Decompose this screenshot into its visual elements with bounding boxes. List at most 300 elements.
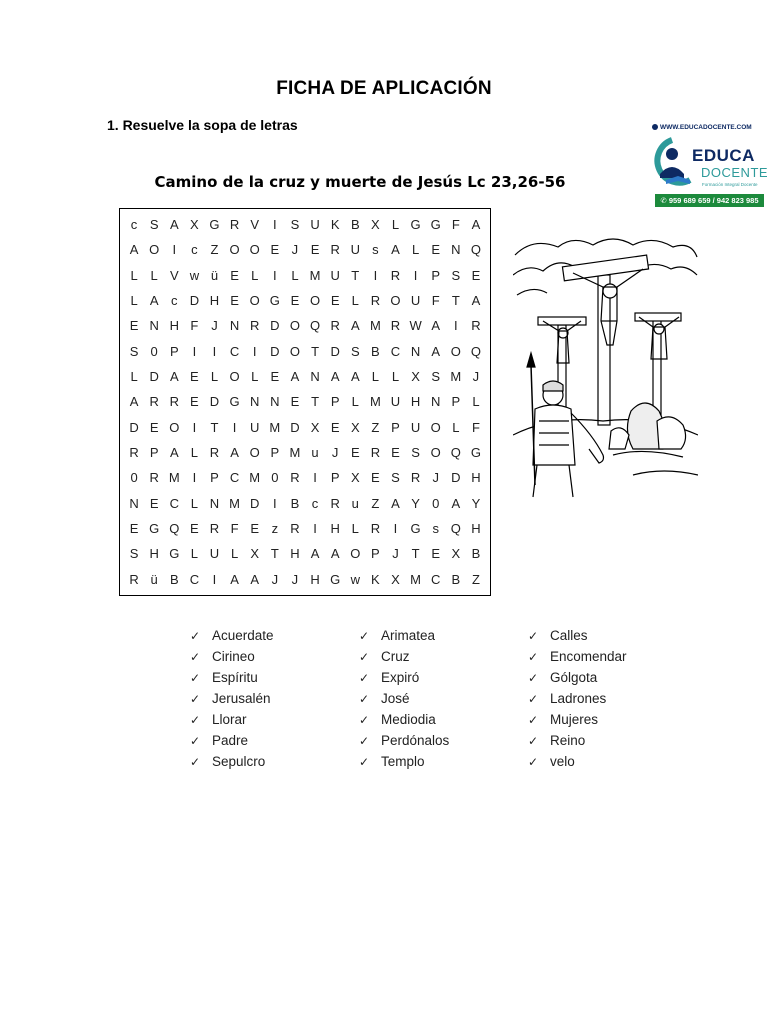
grid-letter: E xyxy=(230,267,239,283)
grid-letter: M xyxy=(269,419,281,435)
word-list-column-2 xyxy=(359,625,449,772)
grid-letter: I xyxy=(273,495,277,511)
grid-letter: O xyxy=(249,242,260,258)
grid-letter: S xyxy=(391,470,400,486)
grid-letter: X xyxy=(371,217,380,233)
grid-letter: c xyxy=(171,293,178,309)
grid-letter: D xyxy=(270,318,280,334)
grid-letter: B xyxy=(371,343,380,359)
grid-letter: N xyxy=(149,318,159,334)
grid-letter: O xyxy=(249,445,260,461)
grid-letter: w xyxy=(350,571,360,587)
grid-letter: D xyxy=(149,369,159,385)
checkmark-icon: ✓ xyxy=(359,671,370,685)
grid-letter: M xyxy=(289,445,301,461)
grid-letter: E xyxy=(350,445,360,461)
grid-letter: O xyxy=(309,293,321,309)
grid-letter: N xyxy=(129,495,139,511)
grid-letter: C xyxy=(390,343,401,359)
grid-letter: E xyxy=(471,267,481,283)
phone-text: 959 689 659 / 942 823 985 xyxy=(668,196,759,205)
grid-letter: I xyxy=(172,242,177,258)
grid-letter: F xyxy=(431,293,440,309)
grid-letter: M xyxy=(168,470,180,486)
educa-mark-icon xyxy=(646,136,698,192)
grid-letter: T xyxy=(210,419,219,435)
phone-banner xyxy=(655,194,764,207)
grid-letter: X xyxy=(451,546,461,562)
grid-letter: A xyxy=(250,571,260,587)
grid-letter: P xyxy=(210,470,219,486)
grid-letter: G xyxy=(410,521,421,537)
grid-letter: X xyxy=(310,419,320,435)
grid-letter: P xyxy=(371,546,380,562)
grid-letter: L xyxy=(411,242,420,258)
grid-letter: T xyxy=(270,546,279,562)
word-text: Templo xyxy=(381,754,425,769)
grid-letter: L xyxy=(190,546,198,562)
logo-word-docente: DOCENTE xyxy=(701,165,768,180)
word-text: Perdónalos xyxy=(381,733,450,748)
grid-letter: Z xyxy=(371,495,380,511)
grid-letter: P xyxy=(169,343,179,359)
checkmark-icon: ✓ xyxy=(528,629,539,643)
grid-letter: E xyxy=(250,521,260,537)
word-list-item xyxy=(528,709,627,730)
grid-letter: P xyxy=(451,394,461,410)
grid-letter: R xyxy=(330,318,340,334)
logo-url xyxy=(652,124,752,131)
grid-letter: J xyxy=(291,242,299,258)
grid-letter: I xyxy=(313,470,317,486)
grid-letter: E xyxy=(290,293,300,309)
grid-letter: O xyxy=(450,343,461,359)
word-list-item xyxy=(528,625,627,646)
grid-letter: c xyxy=(311,495,319,511)
grid-letter: Y xyxy=(411,495,420,511)
grid-letter: R xyxy=(129,445,139,461)
grid-letter: U xyxy=(390,394,401,410)
word-text: velo xyxy=(550,754,575,769)
grid-letter: X xyxy=(190,217,199,233)
grid-letter: O xyxy=(430,445,441,461)
grid-letter: G xyxy=(209,217,220,233)
grid-letter: U xyxy=(209,546,220,562)
grid-letter: A xyxy=(230,445,239,461)
grid-letter: P xyxy=(330,470,340,486)
grid-letter: N xyxy=(451,242,461,258)
grid-letter: c xyxy=(130,217,138,233)
grid-letter: Q xyxy=(450,445,461,461)
grid-letter: A xyxy=(149,293,159,309)
grid-letter: L xyxy=(251,369,259,385)
grid-letter: Q xyxy=(470,242,481,258)
grid-letter: 0 xyxy=(271,470,279,486)
word-list-item xyxy=(359,751,449,772)
grid-letter: L xyxy=(391,369,400,385)
grid-letter: R xyxy=(330,495,340,511)
grid-letter: L xyxy=(190,495,198,511)
word-list-item xyxy=(528,667,627,688)
grid-letter: U xyxy=(310,217,320,233)
grid-letter: N xyxy=(310,369,320,385)
grid-letter: E xyxy=(270,369,280,385)
checkmark-icon: ✓ xyxy=(359,713,370,727)
grid-letter: R xyxy=(149,470,159,486)
grid-letter: N xyxy=(270,394,280,410)
logo-tagline: Formación Integral Docente xyxy=(702,182,758,187)
grid-letter: A xyxy=(129,242,139,258)
grid-letter: A xyxy=(169,369,179,385)
grid-letter: O xyxy=(350,546,361,562)
checkmark-icon: ✓ xyxy=(359,692,370,706)
grid-letter: G xyxy=(169,546,180,562)
grid-letter: L xyxy=(130,267,138,283)
grid-letter: W xyxy=(409,318,422,334)
grid-letter: B xyxy=(350,217,360,233)
grid-letter: L xyxy=(251,267,259,283)
grid-letter: G xyxy=(149,521,160,537)
crucifixion-illustration xyxy=(513,235,698,505)
grid-letter: A xyxy=(330,546,340,562)
grid-letter: H xyxy=(310,571,320,587)
grid-letter: E xyxy=(149,419,159,435)
grid-letter: M xyxy=(369,394,381,410)
grid-letter: L xyxy=(190,445,198,461)
word-list-item xyxy=(190,709,274,730)
grid-letter: N xyxy=(229,318,240,334)
grid-letter: M xyxy=(229,495,241,511)
grid-letter: R xyxy=(250,318,260,334)
grid-letter: C xyxy=(229,343,240,359)
grid-letter: H xyxy=(330,521,340,537)
word-list-item xyxy=(359,667,449,688)
grid-letter: I xyxy=(252,343,257,359)
grid-letter: M xyxy=(249,470,261,486)
word-text: Mediodia xyxy=(381,712,436,727)
grid-letter: R xyxy=(209,445,220,461)
grid-letter: L xyxy=(452,419,460,435)
grid-letter: L xyxy=(472,394,480,410)
logo-url-text: WWW.EDUCADOCENTE.COM xyxy=(660,124,752,131)
grid-letter: L xyxy=(210,369,219,385)
grid-letter: O xyxy=(149,242,160,258)
grid-letter: T xyxy=(411,546,420,562)
grid-letter: E xyxy=(371,470,380,486)
grid-letter: R xyxy=(290,521,300,537)
grid-letter: M xyxy=(410,571,422,587)
grid-letter: D xyxy=(330,343,340,359)
grid-letter: G xyxy=(269,293,280,309)
checkmark-icon: ✓ xyxy=(190,650,201,664)
grid-letter: z xyxy=(271,521,279,537)
grid-letter: L xyxy=(150,267,158,283)
grid-letter: L xyxy=(291,267,299,283)
word-list-item xyxy=(359,688,449,709)
grid-letter: M xyxy=(309,267,321,283)
word-text: Arimatea xyxy=(381,628,436,643)
word-text: Espíritu xyxy=(212,670,258,685)
grid-letter: Q xyxy=(470,343,481,359)
grid-letter: X xyxy=(411,369,420,385)
grid-letter: T xyxy=(351,267,360,283)
grid-letter: O xyxy=(169,419,180,435)
grid-letter: ü xyxy=(210,267,219,283)
grid-letter: 0 xyxy=(432,495,440,511)
grid-letter: S xyxy=(411,445,420,461)
grid-letter: 0 xyxy=(130,470,138,486)
grid-letter: Y xyxy=(471,495,481,511)
grid-letter: D xyxy=(451,470,461,486)
grid-letter: L xyxy=(371,369,379,385)
grid-letter: M xyxy=(369,318,381,334)
grid-letter: O xyxy=(229,242,240,258)
grid-letter: D xyxy=(290,419,300,435)
grid-letter: U xyxy=(410,293,421,309)
grid-letter: J xyxy=(331,445,339,461)
grid-letter: A xyxy=(431,343,441,359)
word-list-item xyxy=(359,730,449,751)
grid-letter: u xyxy=(351,495,359,511)
grid-letter: Q xyxy=(309,318,321,334)
grid-letter: D xyxy=(189,293,200,309)
grid-letter: E xyxy=(149,495,159,511)
puzzle-subtitle: Camino de la cruz y muerte de Jesús Lc 23,26-56 xyxy=(154,173,566,191)
word-text: Calles xyxy=(550,628,588,643)
word-list-item xyxy=(190,625,274,646)
grid-letter: E xyxy=(391,445,400,461)
grid-letter: T xyxy=(451,293,460,309)
grid-letter: E xyxy=(310,242,320,258)
grid-letter: C xyxy=(169,495,179,511)
checkmark-icon: ✓ xyxy=(190,755,201,769)
grid-letter: E xyxy=(431,546,441,562)
grid-letter: T xyxy=(311,343,320,359)
grid-letter: O xyxy=(390,293,401,309)
grid-letter: I xyxy=(454,318,458,334)
grid-letter: I xyxy=(273,217,277,233)
grid-letter: R xyxy=(290,470,300,486)
checkmark-icon: ✓ xyxy=(190,692,201,706)
grid-letter: D xyxy=(209,394,220,410)
grid-letter: ü xyxy=(150,571,158,587)
grid-letter: B xyxy=(471,546,481,562)
checkmark-icon: ✓ xyxy=(190,671,201,685)
word-list-column-3 xyxy=(528,625,627,772)
grid-letter: P xyxy=(149,445,159,461)
grid-letter: K xyxy=(371,571,380,587)
grid-letter: Q xyxy=(169,521,180,537)
grid-letter: H xyxy=(209,293,220,309)
grid-letter: J xyxy=(432,470,439,486)
grid-letter: F xyxy=(190,318,199,334)
grid-letter: E xyxy=(190,521,199,537)
grid-letter: O xyxy=(249,293,260,309)
grid-letter: R xyxy=(209,521,220,537)
grid-letter: L xyxy=(351,394,359,410)
grid-letter: I xyxy=(192,343,197,359)
grid-letter: H xyxy=(169,318,179,334)
word-list-item xyxy=(359,646,449,667)
grid-letter: E xyxy=(330,293,340,309)
checkmark-icon: ✓ xyxy=(359,650,370,664)
grid-letter: J xyxy=(271,571,279,587)
grid-letter: I xyxy=(413,267,418,283)
word-text: Padre xyxy=(212,733,249,748)
checkmark-icon: ✓ xyxy=(528,755,539,769)
grid-letter: S xyxy=(129,343,139,359)
grid-letter: A xyxy=(471,293,481,309)
grid-letter: A xyxy=(169,445,179,461)
word-list-column-1 xyxy=(190,625,274,772)
grid-letter: F xyxy=(471,419,480,435)
grid-letter: R xyxy=(390,318,401,334)
grid-letter: 0 xyxy=(150,343,158,359)
word-list-item xyxy=(190,646,274,667)
grid-letter: I xyxy=(192,470,197,486)
grid-letter: X xyxy=(250,546,260,562)
grid-letter: I xyxy=(373,267,378,283)
grid-letter: X xyxy=(350,470,360,486)
checkmark-icon: ✓ xyxy=(190,629,201,643)
grid-letter: N xyxy=(250,394,260,410)
grid-letter: Z xyxy=(210,242,219,258)
grid-letter: G xyxy=(430,217,441,233)
word-list-item xyxy=(528,751,627,772)
grid-letter: O xyxy=(229,369,240,385)
grid-letter: I xyxy=(212,343,217,359)
grid-letter: R xyxy=(370,445,381,461)
grid-letter: L xyxy=(230,546,239,562)
grid-letter: H xyxy=(471,521,481,537)
grid-letter: A xyxy=(230,571,239,587)
grid-letter: R xyxy=(410,470,421,486)
word-list-item xyxy=(528,730,627,751)
grid-letter: U xyxy=(330,267,340,283)
grid-letter: E xyxy=(129,521,139,537)
grid-letter: A xyxy=(391,242,400,258)
grid-letter: c xyxy=(191,242,198,258)
grid-letter: T xyxy=(311,394,320,410)
grid-letter: E xyxy=(270,242,280,258)
grid-letter: C xyxy=(431,571,441,587)
grid-letter: B xyxy=(451,571,461,587)
grid-letter: Q xyxy=(450,521,461,537)
grid-letter: D xyxy=(129,419,139,435)
grid-letter: L xyxy=(351,293,359,309)
grid-letter: I xyxy=(313,521,317,537)
grid-letter: E xyxy=(330,419,340,435)
grid-letter: R xyxy=(169,394,179,410)
word-text: Acuerdate xyxy=(212,628,274,643)
grid-letter: R xyxy=(330,242,340,258)
grid-letter: B xyxy=(290,495,300,511)
word-list-item xyxy=(190,730,274,751)
grid-letter: A xyxy=(330,369,340,385)
grid-letter: G xyxy=(470,445,481,461)
word-list-item xyxy=(190,688,274,709)
grid-letter: J xyxy=(291,571,299,587)
grid-letter: u xyxy=(311,445,319,461)
grid-letter: L xyxy=(391,217,400,233)
grid-letter: A xyxy=(310,546,320,562)
checkmark-icon: ✓ xyxy=(528,671,539,685)
grid-letter: L xyxy=(130,293,138,309)
grid-letter: H xyxy=(471,470,481,486)
word-text: Gólgota xyxy=(550,670,598,685)
grid-letter: U xyxy=(350,242,360,258)
grid-letter: R xyxy=(390,267,401,283)
grid-letter: A xyxy=(471,217,481,233)
word-text: Mujeres xyxy=(550,712,599,727)
grid-letter: L xyxy=(351,521,359,537)
grid-letter: F xyxy=(451,217,460,233)
logo-word-educa: EDUCA xyxy=(692,146,755,165)
grid-letter: I xyxy=(273,267,277,283)
grid-letter: I xyxy=(192,419,197,435)
grid-letter: R xyxy=(370,293,381,309)
word-text: Cruz xyxy=(381,649,410,664)
word-list-item xyxy=(190,751,274,772)
word-text: Jerusalén xyxy=(212,691,271,706)
word-list-item xyxy=(359,625,449,646)
grid-letter: E xyxy=(190,394,199,410)
grid-letter: H xyxy=(149,546,159,562)
grid-letter: M xyxy=(450,369,462,385)
grid-letter: S xyxy=(129,546,139,562)
grid-letter: R xyxy=(229,217,240,233)
grid-letter: D xyxy=(250,495,260,511)
grid-letter: S xyxy=(451,267,461,283)
grid-letter: w xyxy=(189,267,200,283)
grid-letter: B xyxy=(169,571,179,587)
grid-letter: J xyxy=(472,369,480,385)
grid-letter: Z xyxy=(471,571,480,587)
grid-letter: s xyxy=(372,242,379,258)
grid-letter: R xyxy=(471,318,481,334)
grid-letter: S xyxy=(431,369,441,385)
checkmark-icon: ✓ xyxy=(359,755,370,769)
word-text: José xyxy=(381,691,410,706)
educadocente-logo xyxy=(646,122,768,212)
word-text: Ladrones xyxy=(550,691,607,706)
grid-letter: J xyxy=(211,318,218,334)
grid-letter: R xyxy=(149,394,159,410)
grid-letter: O xyxy=(289,318,300,334)
whatsapp-icon: ✆ xyxy=(660,196,669,205)
checkmark-icon: ✓ xyxy=(528,713,539,727)
grid-letter: N xyxy=(209,495,220,511)
grid-letter: G xyxy=(330,571,341,587)
grid-letter: L xyxy=(130,369,138,385)
checkmark-icon: ✓ xyxy=(528,734,539,748)
word-list-item xyxy=(190,667,274,688)
grid-letter: C xyxy=(189,571,200,587)
checkmark-icon: ✓ xyxy=(359,629,370,643)
grid-letter: V xyxy=(169,267,179,283)
grid-letter: S xyxy=(149,217,159,233)
grid-letter: E xyxy=(129,318,139,334)
word-list-item xyxy=(528,646,627,667)
grid-letter: R xyxy=(370,521,381,537)
grid-letter: N xyxy=(410,343,421,359)
grid-letter: A xyxy=(169,217,179,233)
grid-letter: S xyxy=(350,343,360,359)
grid-letter: J xyxy=(392,546,399,562)
grid-letter: A xyxy=(350,318,360,334)
grid-letter: P xyxy=(431,267,441,283)
grid-letter: Z xyxy=(371,419,380,435)
